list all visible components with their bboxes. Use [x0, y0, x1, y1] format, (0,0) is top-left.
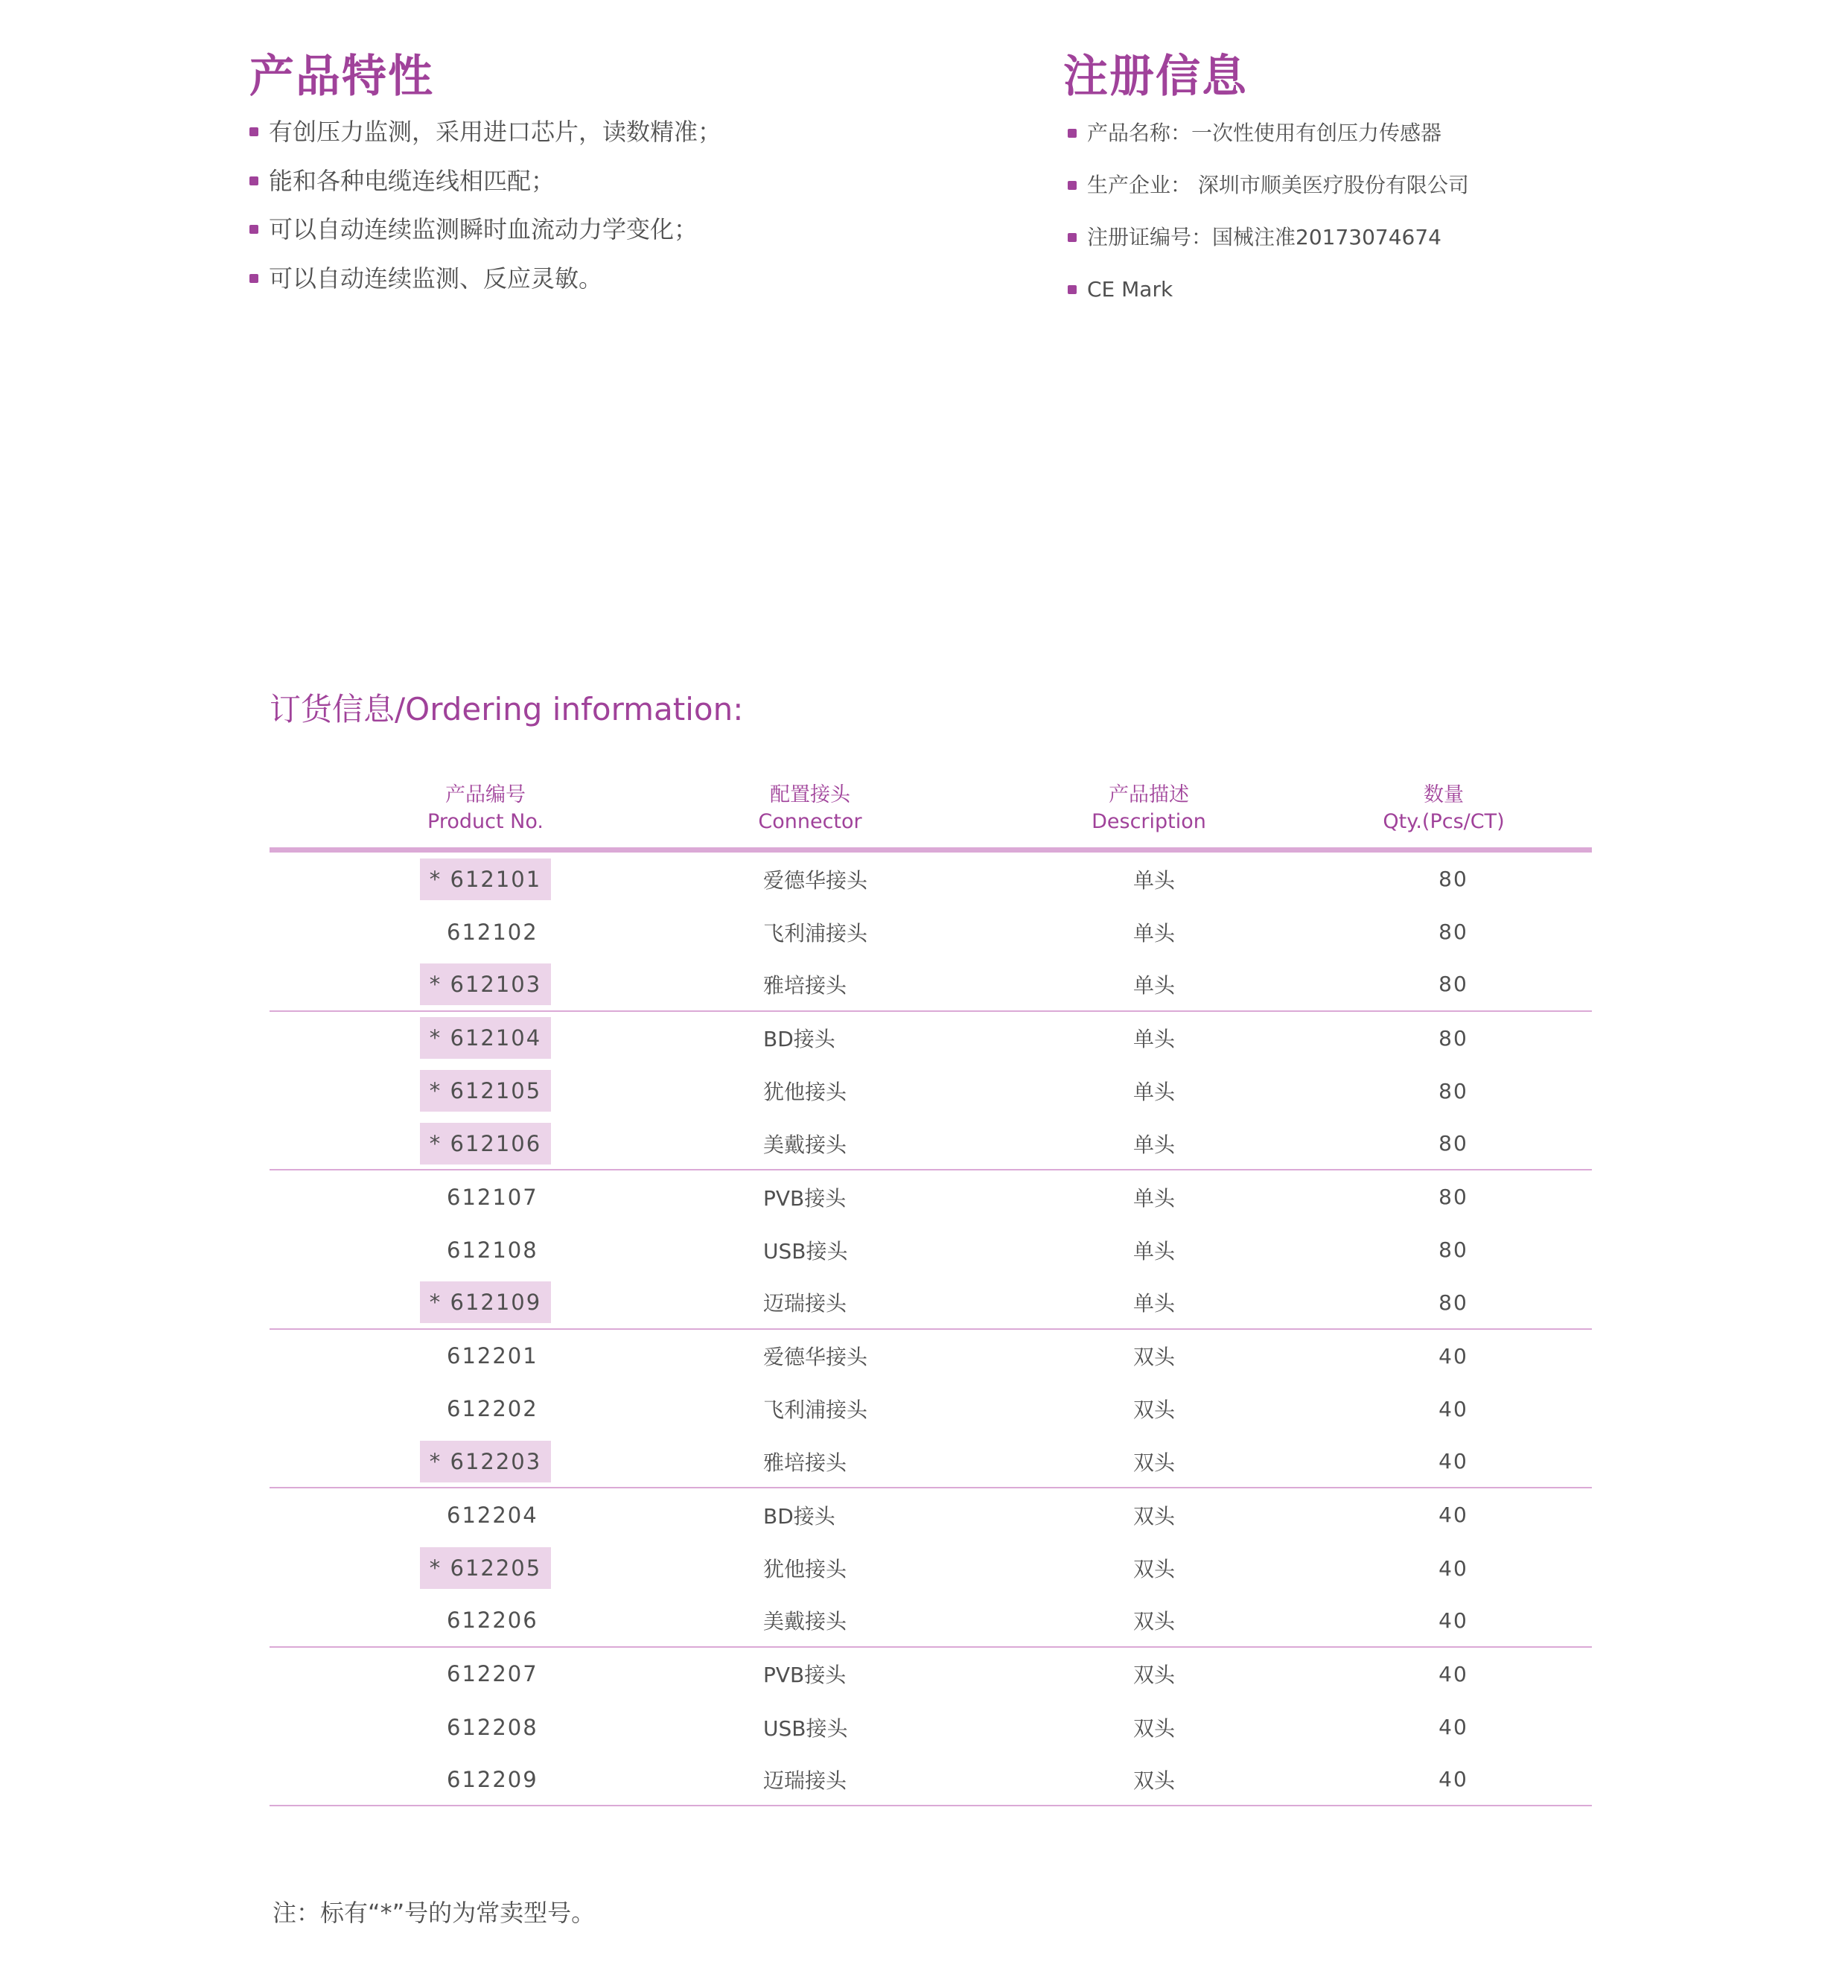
registration-item: 生产企业： 深圳市顺美医疗股份有限公司 [1068, 171, 1469, 223]
description-cell: 单头 [1132, 1132, 1175, 1157]
table-row [270, 958, 1592, 1011]
popular-model-badge: * 612103 [420, 963, 551, 1005]
table-row [270, 1436, 1592, 1488]
table-row [270, 1170, 1592, 1223]
popular-model-badge: * 612205 [420, 1547, 551, 1589]
product-no-cell [420, 1595, 551, 1646]
description-cell: 双头 [1132, 1398, 1175, 1423]
product-no-cell [420, 1065, 551, 1118]
quantity-cell: 80 [1438, 1078, 1468, 1103]
bullet-icon [249, 127, 258, 136]
bullet-icon [249, 225, 258, 234]
quantity-cell: 40 [1438, 1449, 1468, 1474]
header-quantity: 数量 Qty.(Pcs/CT) [1383, 783, 1505, 833]
quantity-cell: 80 [1438, 1131, 1468, 1156]
description-cell: 单头 [1132, 1027, 1175, 1052]
feature-item: 有创压力监测，采用进口芯片，读数精准； [249, 117, 721, 166]
popular-model-badge: * 612109 [420, 1281, 551, 1323]
product-no: 612209 [447, 1766, 538, 1792]
table-row [270, 1595, 1592, 1648]
quantity-cell: 80 [1438, 867, 1468, 892]
product-no-cell [420, 1277, 551, 1328]
quantity-cell: 80 [1438, 1025, 1468, 1051]
bullet-icon [249, 274, 258, 283]
connector-cell: 雅培接头 [763, 1450, 847, 1475]
quantity-cell: 40 [1438, 1396, 1468, 1421]
connector-cell: 爱德华接头 [763, 867, 868, 893]
registration-list [1068, 118, 1469, 327]
features-list [249, 117, 721, 312]
product-no-cell [420, 1701, 551, 1753]
product-no-cell [420, 1223, 551, 1276]
quantity-cell: 80 [1438, 1237, 1468, 1263]
footnote: 注：标有“*”号的为常卖型号。 [273, 1899, 596, 1927]
connector-cell: 犹他接头 [763, 1557, 847, 1582]
table-row [270, 1541, 1592, 1594]
product-no: 612202 [447, 1396, 538, 1422]
product-no-cell [420, 1012, 551, 1065]
description-cell: 双头 [1132, 1345, 1175, 1370]
description-cell: 双头 [1132, 1715, 1175, 1741]
description-cell: 双头 [1132, 1768, 1175, 1793]
table-row [270, 853, 1592, 905]
table-row [270, 1330, 1592, 1383]
quantity-cell: 40 [1438, 1715, 1468, 1740]
product-no: 612102 [447, 919, 538, 945]
popular-model-badge: * 612105 [420, 1070, 551, 1112]
table-row [270, 1223, 1592, 1276]
popular-model-badge: * 612106 [420, 1123, 551, 1165]
connector-cell: 美戴接头 [763, 1132, 847, 1157]
description-cell: 单头 [1132, 972, 1175, 998]
quantity-cell: 80 [1438, 920, 1468, 945]
bullet-icon [1068, 181, 1077, 190]
feature-item: 能和各种电缆连线相匹配； [249, 166, 721, 215]
description-cell: 单头 [1132, 920, 1175, 946]
ordering-table [270, 782, 1592, 1793]
connector-cell: USB接头 [763, 1715, 848, 1741]
table-row [270, 1753, 1592, 1806]
connector-cell: BD接头 [763, 1027, 835, 1052]
ordering-title: 订货信息/Ordering information: [270, 691, 744, 727]
quantity-cell: 40 [1438, 1503, 1468, 1528]
table-row [270, 1383, 1592, 1436]
description-cell: 双头 [1132, 1609, 1175, 1634]
description-cell: 单头 [1132, 1185, 1175, 1211]
product-no: 612204 [447, 1502, 538, 1528]
quantity-cell: 40 [1438, 1767, 1468, 1792]
feature-item: 可以自动连续监测瞬时血流动力学变化； [249, 214, 721, 264]
table-row [270, 1065, 1592, 1118]
features-title: 产品特性 [249, 51, 434, 103]
table-header [270, 782, 1592, 846]
quantity-cell: 40 [1438, 1661, 1468, 1686]
connector-cell: 雅培接头 [763, 972, 847, 998]
popular-model-badge: * 612101 [420, 858, 551, 900]
connector-cell: 迈瑞接头 [763, 1291, 847, 1316]
connector-cell: 美戴接头 [763, 1609, 847, 1634]
product-no-cell [420, 1330, 551, 1383]
table-row [270, 1118, 1592, 1170]
product-no-cell [420, 1648, 551, 1701]
quantity-cell: 80 [1438, 972, 1468, 997]
connector-cell: BD接头 [763, 1503, 835, 1529]
table-row [270, 1277, 1592, 1330]
product-no: 612108 [447, 1237, 538, 1263]
registration-item: 注册证编号：国械注准20173074674 [1068, 223, 1469, 275]
table-row [270, 905, 1592, 958]
table-row [270, 1701, 1592, 1753]
connector-cell: 迈瑞接头 [763, 1768, 847, 1793]
product-no-cell [420, 1170, 551, 1223]
product-no: 612206 [447, 1608, 538, 1634]
quantity-cell: 80 [1438, 1185, 1468, 1210]
registration-title: 注册信息 [1063, 51, 1248, 103]
table-row [270, 1648, 1592, 1701]
product-no-cell [420, 1541, 551, 1594]
bullet-icon [1068, 285, 1077, 294]
product-no-cell [420, 905, 551, 958]
header-divider [270, 847, 1592, 853]
product-no-cell [420, 1488, 551, 1541]
description-cell: 双头 [1132, 1450, 1175, 1475]
quantity-cell: 40 [1438, 1555, 1468, 1581]
bullet-icon [1068, 233, 1077, 242]
quantity-cell: 80 [1438, 1290, 1468, 1315]
connector-cell: 飞利浦接头 [763, 1398, 868, 1423]
description-cell: 单头 [1132, 1291, 1175, 1316]
product-no-cell [420, 1753, 551, 1805]
connector-cell: PVB接头 [763, 1185, 847, 1211]
product-no-cell [420, 1383, 551, 1436]
product-no: 612201 [447, 1343, 538, 1369]
quantity-cell: 40 [1438, 1343, 1468, 1369]
bullet-icon [249, 176, 258, 185]
header-description: 产品描述 Description [1092, 783, 1206, 833]
description-cell: 双头 [1132, 1663, 1175, 1688]
connector-cell: 爱德华接头 [763, 1345, 868, 1370]
table-row [270, 1488, 1592, 1541]
registration-item: CE Mark [1068, 275, 1469, 327]
connector-cell: PVB接头 [763, 1663, 847, 1688]
description-cell: 双头 [1132, 1557, 1175, 1582]
table-row [270, 1012, 1592, 1065]
header-connector: 配置接头 Connector [758, 783, 862, 833]
product-no-cell [420, 853, 551, 905]
product-no: 612207 [447, 1661, 538, 1687]
description-cell: 单头 [1132, 1080, 1175, 1105]
description-cell: 双头 [1132, 1503, 1175, 1529]
description-cell: 单头 [1132, 1238, 1175, 1264]
product-no: 612107 [447, 1184, 538, 1210]
connector-cell: 飞利浦接头 [763, 920, 868, 946]
registration-item: 产品名称：一次性使用有创压力传感器 [1068, 118, 1469, 171]
header-product-no: 产品编号 Product No. [427, 783, 544, 833]
connector-cell: USB接头 [763, 1238, 848, 1264]
feature-item: 可以自动连续监测、反应灵敏。 [249, 264, 721, 313]
table-body [270, 853, 1592, 1806]
bullet-icon [1068, 129, 1077, 138]
connector-cell: 犹他接头 [763, 1080, 847, 1105]
quantity-cell: 40 [1438, 1608, 1468, 1633]
popular-model-badge: * 612203 [420, 1441, 551, 1482]
product-no: 612208 [447, 1714, 538, 1740]
product-no-cell [420, 1118, 551, 1169]
product-no-cell [420, 1436, 551, 1487]
description-cell: 单头 [1132, 867, 1175, 893]
popular-model-badge: * 612104 [420, 1017, 551, 1059]
product-no-cell [420, 958, 551, 1010]
